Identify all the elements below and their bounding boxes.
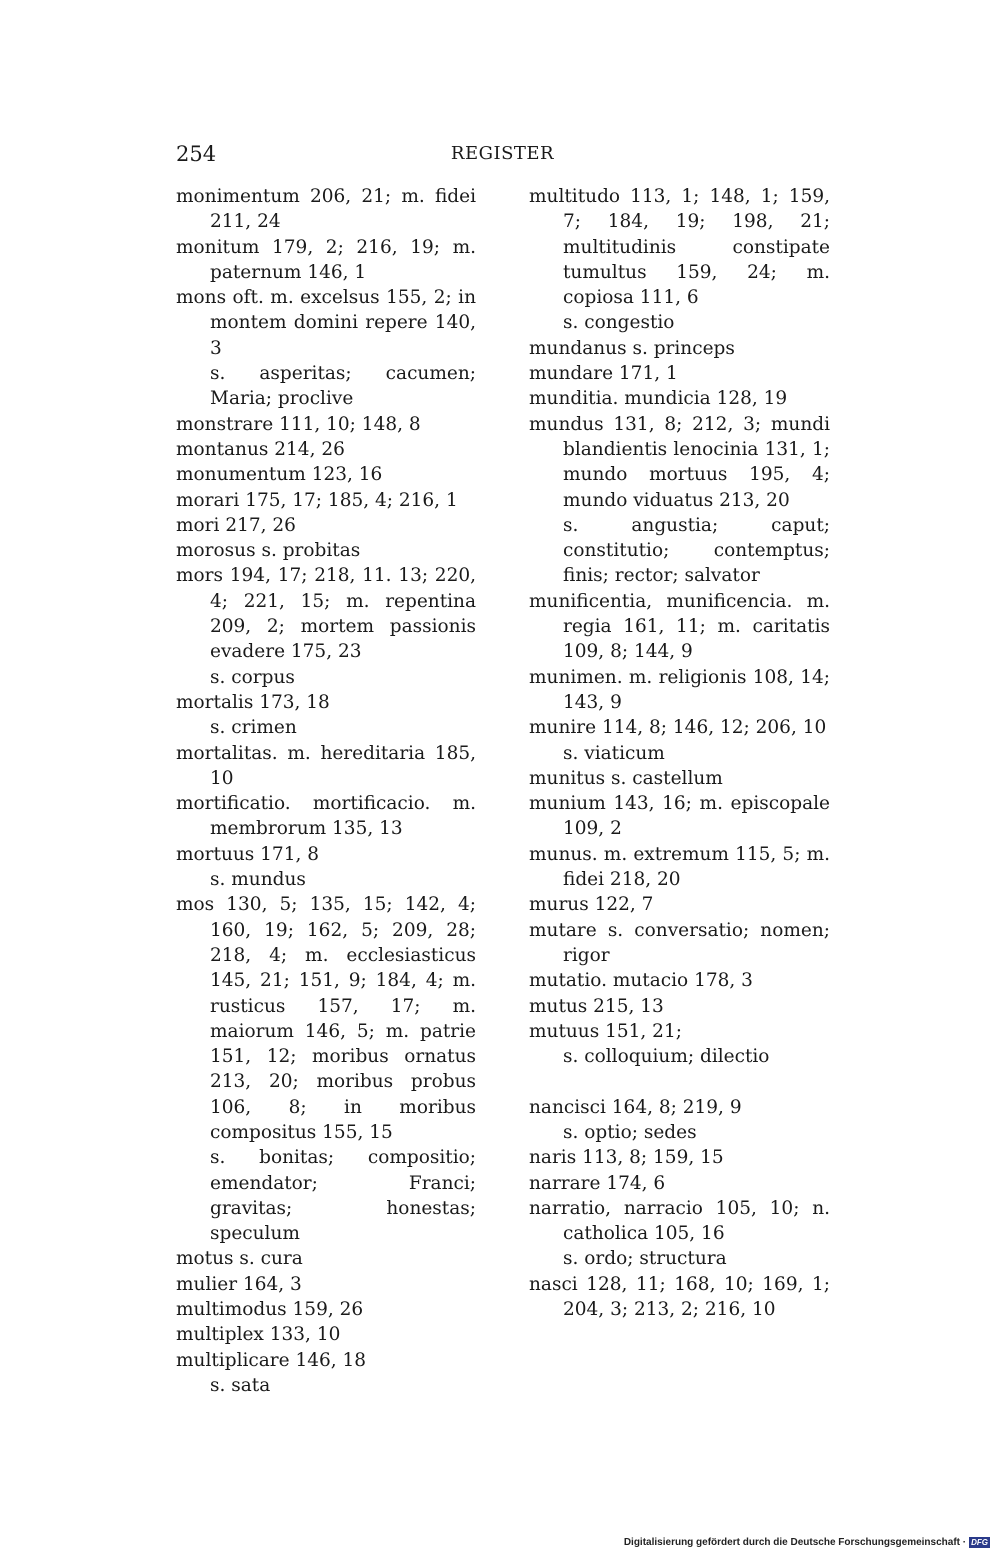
index-entry: multitudo 113, 1; 148, 1; 159, 7; 184, 19; 198, 21; multitudinis constipate tumultus 159, 24; m. copiosa 111, 6 (529, 186, 830, 309)
index-cross-reference: s. mundus (210, 869, 306, 891)
index-cross-reference: s. asperitas; cacumen; Maria; proclive (210, 363, 476, 410)
index-cross-reference: s. sata (210, 1374, 271, 1396)
index-entry: monstrare 111, 10; 148, 8 (176, 413, 421, 435)
index-entry: mulier 164, 3 (176, 1273, 302, 1295)
index-cross-reference: s. colloquium; dilectio (563, 1046, 770, 1068)
index-entry: nancisci 164, 8; 219, 9 (529, 1096, 742, 1118)
funding-footer (624, 1537, 990, 1548)
running-head: REGISTER (450, 143, 555, 164)
index-entry: narrare 174, 6 (529, 1172, 666, 1194)
page-number: 254 (176, 142, 217, 166)
index-entry: monumentum 123, 16 (176, 464, 383, 486)
index-cross-reference: s. ordo; structura (563, 1248, 727, 1270)
index-entry: mortuus 171, 8 (176, 843, 320, 865)
index-entry: mortificatio. mortificacio. m. membrorum 135, 13 (176, 793, 476, 840)
index-entry: mutatio. mutacio 178, 3 (529, 970, 753, 992)
index-entry: munus. m. extremum 115, 5; m. fidei 218, 20 (529, 843, 830, 891)
index-cross-reference: s. corpus (210, 666, 295, 688)
index-entry: multimodus 159, 26 (176, 1299, 364, 1321)
index-entry: mortalitas. m. hereditaria 185, 10 (176, 742, 476, 789)
index-entry: montanus 214, 26 (176, 438, 345, 460)
index-entry: mutuus 151, 21; (529, 1020, 682, 1042)
index-entry: munium 143, 16; m. episcopale 109, 2 (529, 793, 830, 840)
index-entry: mundanus s. princeps (529, 337, 735, 359)
index-cross-reference: s. bonitas; compositio; emendator; Franci; gravitas; honestas; speculum (210, 1147, 476, 1245)
index-cross-reference: s. viaticum (563, 742, 665, 764)
index-entry: morari 175, 17; 185, 4; 216, 1 (176, 489, 458, 511)
index-entry: monimentum 206, 21; m. fidei 211, 24 (176, 186, 476, 233)
index-entry: morosus s. probitas (176, 540, 361, 562)
index-entry: mundare 171, 1 (529, 363, 678, 385)
index-cross-reference: s. congestio (563, 312, 675, 334)
index-entry: munire 114, 8; 146, 12; 206, 10 (529, 717, 827, 739)
index-entry: multiplicare 146, 18 (176, 1349, 367, 1371)
index-cross-reference: s. angustia; caput; constitutio; contemptus; finis; rector; salvator (563, 514, 830, 587)
index-entry: mors 194, 17; 218, 11. 13; 220, 4; 221, 15; m. repentina 209, 2; mortem passionis evadere 175, 23 (176, 565, 476, 663)
index-entry: munditia. mundicia 128, 19 (529, 388, 788, 410)
index-entry: mutus 215, 13 (529, 995, 664, 1017)
index-entry: multiplex 133, 10 (176, 1324, 341, 1346)
index-entry: munimen. m. religionis 108, 14; 143, 9 (529, 666, 830, 713)
index-entry: mutare s. conversatio; nomen; rigor (529, 919, 830, 966)
index-entry: mortalis 173, 18 (176, 691, 330, 713)
index-entry: naris 113, 8; 159, 15 (529, 1147, 724, 1169)
index-entry: murus 122, 7 (529, 894, 654, 916)
index-cross-reference: s. optio; sedes (563, 1121, 697, 1143)
index-entry: munitus s. castellum (529, 767, 723, 789)
dfg-logo: DFG (971, 1538, 988, 1547)
index-entry: mos 130, 5; 135, 15; 142, 4; 160, 19; 162, 5; 209, 28; 218, 4; m. ecclesiasticus 145, 21; 151, 9; 184, 4; m. rusticus 157, 17; m. maiorum 146, 5; m. patrie 151, 12; moribus ornatus 213, 20; moribus probus 106, 8; in moribus compositus 155, 15 (176, 894, 476, 1143)
index-column-right (529, 184, 830, 1322)
index-entry: monitum 179, 2; 216, 19; m. paternum 146, 1 (176, 236, 476, 283)
index-cross-reference: s. crimen (210, 717, 297, 739)
index-entry: mundus 131, 8; 212, 3; mundi blandientis lenocinia 131, 1; mundo mortuus 195, 4; mundo viduatus 213, 20 (529, 413, 830, 511)
index-entry: munificentia, munificencia. m. regia 161, 11; m. caritatis 109, 8; 144, 9 (529, 590, 830, 663)
index-entry: mons oft. m. excelsus 155, 2; in montem domini repere 140, 3 (176, 287, 476, 359)
index-column-left (176, 184, 476, 1398)
index-entry: nasci 128, 11; 168, 10; 169, 1; 204, 3; 213, 2; 216, 10 (529, 1273, 830, 1321)
index-entry: mori 217, 26 (176, 514, 296, 536)
index-entry: narratio, narracio 105, 10; n. catholica 105, 16 (529, 1197, 830, 1245)
funding-note: Digitalisierung gefördert durch die Deutsche Forschungsgemeinschaft · (623, 1537, 967, 1548)
index-entry: motus s. cura (176, 1248, 303, 1270)
